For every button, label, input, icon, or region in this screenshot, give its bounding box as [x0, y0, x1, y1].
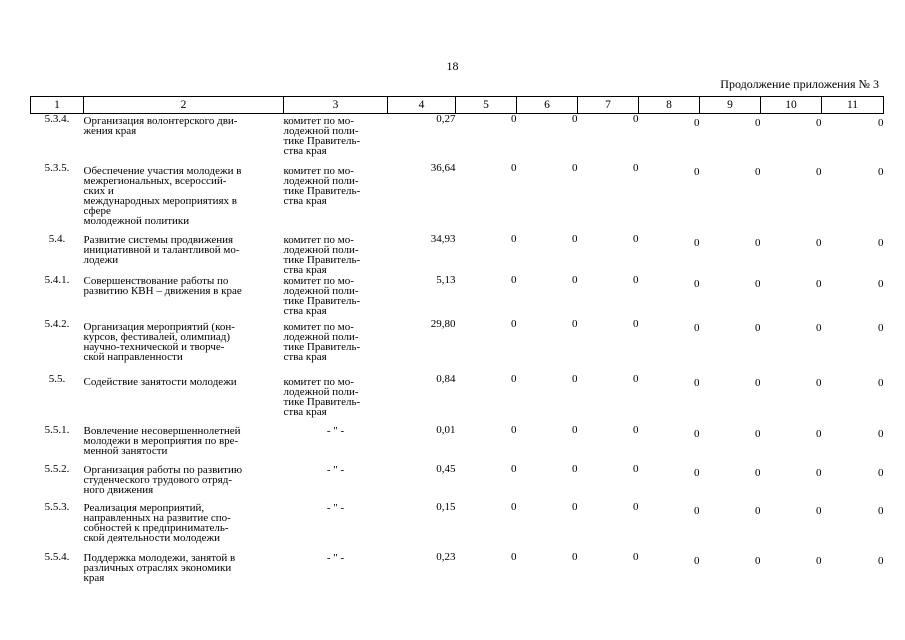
year-value-col-6: 0	[572, 317, 578, 330]
col-header-7: 7	[578, 97, 639, 114]
executor: - " -	[326, 463, 345, 476]
appendix-continuation-note: Продолжение приложения № 3	[720, 77, 879, 91]
executor: комитет по мо- лодежной поли- тике Правитель- ства края	[283, 320, 361, 363]
year-value-col-11: 0	[878, 277, 884, 290]
year-value-col-6: 0	[572, 423, 578, 436]
year-value-col-11: 0	[878, 554, 884, 567]
year-value-col-8: 0	[694, 504, 700, 517]
table-row	[31, 319, 884, 374]
total-amount: 0,45	[436, 462, 456, 475]
executor: - " -	[326, 551, 345, 564]
year-value-col-10: 0	[816, 236, 822, 249]
year-value-col-8: 0	[694, 117, 700, 129]
col-header-9: 9	[700, 97, 761, 114]
col-header-10: 10	[761, 97, 822, 114]
year-value-col-10: 0	[816, 504, 822, 517]
executor: комитет по мо- лодежной поли- тике Правитель- ства края	[283, 274, 361, 317]
year-value-col-6: 0	[572, 161, 578, 174]
total-amount: 5,13	[436, 273, 456, 286]
year-value-col-8: 0	[694, 236, 700, 249]
year-value-col-10: 0	[816, 277, 822, 290]
year-value-col-6: 0	[572, 500, 578, 513]
year-value-col-11: 0	[878, 427, 884, 440]
total-amount: 29,80	[430, 317, 456, 330]
year-value-col-10: 0	[816, 554, 822, 567]
year-value-col-10: 0	[816, 117, 822, 129]
year-value-col-8: 0	[694, 376, 700, 389]
row-number: 5.5.4.	[44, 550, 70, 563]
row-number: 5.5.1.	[44, 423, 70, 436]
col-header-5: 5	[456, 97, 517, 114]
year-value-col-9: 0	[755, 277, 761, 290]
year-value-col-5: 0	[511, 232, 517, 245]
col-header-1: 1	[31, 97, 84, 114]
year-value-col-8: 0	[694, 277, 700, 290]
year-value-col-9: 0	[755, 236, 761, 249]
year-value-col-8: 0	[694, 427, 700, 440]
table-row	[31, 163, 884, 234]
row-number: 5.5.	[48, 372, 66, 385]
year-value-col-7: 0	[633, 273, 639, 286]
activity-name: Содействие занятости молодежи	[83, 375, 237, 388]
table-row	[31, 552, 884, 597]
year-value-col-5: 0	[511, 550, 517, 563]
year-value-col-9: 0	[755, 376, 761, 389]
table-row	[31, 502, 884, 552]
col-header-3: 3	[284, 97, 388, 114]
appendix-table	[30, 96, 884, 597]
year-value-col-11: 0	[878, 236, 884, 249]
table-row	[31, 114, 884, 163]
year-value-col-9: 0	[755, 117, 761, 129]
activity-name: Организация работы по развитию студенческого трудового отряд- ного движения	[83, 463, 243, 496]
year-value-col-7: 0	[633, 423, 639, 436]
activity-name: Вовлечение несовершеннолетней молодежи в мероприятия по вре- менной занятости	[83, 424, 241, 457]
table-row	[31, 275, 884, 319]
year-value-col-7: 0	[633, 161, 639, 174]
activity-name: Совершенствование работы по развитию КВН – движения в крае	[83, 274, 242, 297]
row-number: 5.3.5.	[44, 161, 70, 174]
total-amount: 0,15	[436, 500, 456, 513]
table-row	[31, 234, 884, 275]
year-value-col-9: 0	[755, 554, 761, 567]
row-number: 5.3.4.	[44, 113, 70, 125]
year-value-col-7: 0	[633, 372, 639, 385]
year-value-col-8: 0	[694, 554, 700, 567]
year-value-col-11: 0	[878, 321, 884, 334]
total-amount: 36,64	[430, 161, 456, 174]
table-row	[31, 374, 884, 425]
col-header-6: 6	[517, 97, 578, 114]
year-value-col-6: 0	[572, 462, 578, 475]
row-number: 5.4.1.	[44, 273, 70, 286]
total-amount: 0,27	[436, 113, 456, 125]
year-value-col-5: 0	[511, 317, 517, 330]
year-value-col-5: 0	[511, 372, 517, 385]
year-value-col-10: 0	[816, 466, 822, 479]
row-number: 5.5.3.	[44, 500, 70, 513]
year-value-col-10: 0	[816, 376, 822, 389]
year-value-col-9: 0	[755, 504, 761, 517]
year-value-col-10: 0	[816, 165, 822, 178]
activity-name: Обеспечение участия молодежи в межрегиональных, всероссий- ских и международных мероприятиях в сфере молодежной политики	[83, 164, 242, 227]
row-number: 5.4.	[48, 232, 66, 245]
table-row	[31, 425, 884, 464]
executor: - " -	[326, 501, 345, 514]
year-value-col-7: 0	[633, 462, 639, 475]
year-value-col-11: 0	[878, 117, 884, 129]
year-value-col-11: 0	[878, 165, 884, 178]
year-value-col-5: 0	[511, 423, 517, 436]
col-header-2: 2	[84, 97, 284, 114]
activity-name: Развитие системы продвижения инициативной и талантливой мо- лодежи	[83, 233, 240, 266]
table-row	[31, 464, 884, 502]
year-value-col-9: 0	[755, 321, 761, 334]
year-value-col-7: 0	[633, 317, 639, 330]
activity-name: Реализация мероприятий, направленных на развитие спо- собностей к предприниматель- ской деятельности молодежи	[83, 501, 231, 544]
activity-name: Организация мероприятий (кон- курсов, фестивалей, олимпиад) научно-технической и творче- ской направленности	[83, 320, 235, 363]
year-value-col-6: 0	[572, 113, 578, 125]
row-number: 5.5.2.	[44, 462, 70, 475]
activity-name: Организация волонтерского дви- жения края	[83, 115, 238, 137]
row-number: 5.4.2.	[44, 317, 70, 330]
year-value-col-8: 0	[694, 321, 700, 334]
year-value-col-7: 0	[633, 500, 639, 513]
total-amount: 0,84	[436, 372, 456, 385]
year-value-col-9: 0	[755, 427, 761, 440]
total-amount: 0,01	[436, 423, 456, 436]
activity-name: Поддержка молодежи, занятой в различных отраслях экономики края	[83, 551, 236, 584]
total-amount: 0,23	[436, 550, 456, 563]
executor: комитет по мо- лодежной поли- тике Правитель- ства края	[283, 375, 361, 418]
year-value-col-9: 0	[755, 165, 761, 178]
year-value-col-10: 0	[816, 321, 822, 334]
col-header-4: 4	[388, 97, 456, 114]
year-value-col-5: 0	[511, 462, 517, 475]
year-value-col-7: 0	[633, 550, 639, 563]
executor: комитет по мо- лодежной поли- тике Правитель- ства края	[283, 164, 361, 207]
header-row	[31, 97, 884, 114]
col-header-8: 8	[639, 97, 700, 114]
year-value-col-7: 0	[633, 232, 639, 245]
year-value-col-8: 0	[694, 466, 700, 479]
table-body	[31, 114, 884, 597]
year-value-col-6: 0	[572, 372, 578, 385]
year-value-col-7: 0	[633, 113, 639, 125]
year-value-col-10: 0	[816, 427, 822, 440]
year-value-col-6: 0	[572, 550, 578, 563]
year-value-col-6: 0	[572, 232, 578, 245]
total-amount: 34,93	[430, 232, 456, 245]
executor: комитет по мо- лодежной поли- тике Правитель- ства края	[283, 115, 361, 157]
year-value-col-5: 0	[511, 113, 517, 125]
year-value-col-11: 0	[878, 466, 884, 479]
year-value-col-11: 0	[878, 376, 884, 389]
col-header-11: 11	[822, 97, 884, 114]
year-value-col-5: 0	[511, 273, 517, 286]
page-number: 18	[446, 59, 459, 73]
year-value-col-6: 0	[572, 273, 578, 286]
executor: - " -	[326, 424, 345, 437]
year-value-col-8: 0	[694, 165, 700, 178]
year-value-col-5: 0	[511, 161, 517, 174]
executor: комитет по мо- лодежной поли- тике Правитель- ства края	[283, 233, 361, 276]
year-value-col-5: 0	[511, 500, 517, 513]
year-value-col-9: 0	[755, 466, 761, 479]
year-value-col-11: 0	[878, 504, 884, 517]
